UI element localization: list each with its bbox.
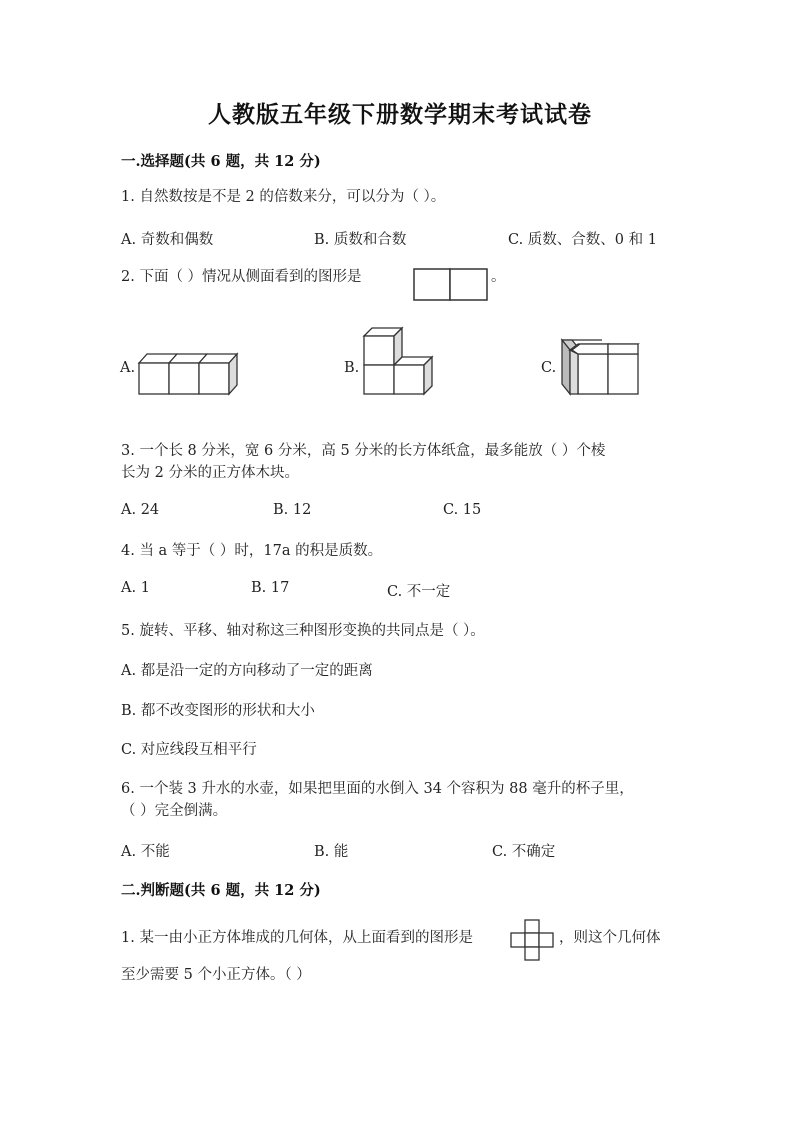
q4-option-a: A. 1: [121, 580, 150, 596]
q1-option-a: A. 奇数和偶数: [121, 232, 214, 248]
question-2-text-after: 。: [491, 269, 506, 285]
q1-option-c: C. 质数、合数、0 和 1: [508, 232, 657, 248]
q6-option-c: C. 不确定: [492, 844, 556, 860]
q2-figure-b-label: B.: [344, 360, 360, 376]
top-view-cross-figure: [510, 918, 556, 962]
q2-figure-c-cubes: [558, 336, 642, 398]
q2-figure-b-l-shape-cubes: [360, 325, 438, 397]
judge-question-1-line-2: 至少需要 5 个小正方体。（ ）: [121, 967, 311, 983]
q1-option-b: B. 质数和合数: [314, 232, 407, 248]
judge-question-1-text-before: 1. 某一由小正方体堆成的几何体，从上面看到的图形是: [121, 930, 473, 946]
question-3-line-2: 长为 2 分米的正方体木块。: [121, 465, 299, 481]
section-heading-choice: 一.选择题(共 6 题，共 12 分): [121, 153, 321, 170]
question-2-text: [121, 266, 362, 288]
q2-figure-c-label: C.: [541, 360, 557, 376]
q5-option-c: C. 对应线段互相平行: [121, 742, 257, 758]
question-5-text: 5. 旋转、平移、轴对称这三种图形变换的共同点是（ ）。: [121, 623, 485, 639]
q6-option-a: A. 不能: [121, 844, 170, 860]
section-heading-true-false: 二.判断题(共 6 题，共 12 分): [121, 882, 321, 899]
question-4-text: 4. 当 a 等于（ ）时，17a 的积是质数。: [121, 543, 383, 559]
judge-question-1-text-after: ，则这个几何体: [559, 930, 661, 946]
q5-option-a: A. 都是沿一定的方向移动了一定的距离: [121, 663, 373, 679]
question-1-text: 1. 自然数按是不是 2 的倍数来分，可以分为（ ）。: [121, 189, 446, 205]
side-view-two-squares-figure: [413, 268, 489, 302]
question-3-line-1: 3. 一个长 8 分米，宽 6 分米，高 5 分米的长方体纸盒，最多能放（ ）个棱: [121, 443, 606, 459]
q3-option-a: A. 24: [121, 502, 160, 518]
q3-option-c: C. 15: [443, 502, 482, 518]
q5-option-b: B. 都不改变图形的形状和大小: [121, 703, 315, 719]
question-6-line-1: 6. 一个装 3 升水的水壶，如果把里面的水倒入 34 个容积为 88 毫升的杯子里，: [121, 781, 634, 797]
q4-option-b: B. 17: [251, 580, 290, 596]
question-6-line-2: （ ）完全倒满。: [121, 803, 228, 819]
page-title: 人教版五年级下册数学期末考试试卷: [208, 101, 592, 128]
q4-option-c: C. 不一定: [387, 584, 451, 600]
q6-option-b: B. 能: [314, 844, 349, 860]
q2-figure-a-three-cubes: [136, 349, 242, 397]
q3-option-b: B. 12: [273, 502, 312, 518]
question-2-text-before: 2. 下面（ ）情况从侧面看到的图形是: [121, 269, 362, 285]
q2-figure-a-label: A.: [120, 360, 136, 376]
